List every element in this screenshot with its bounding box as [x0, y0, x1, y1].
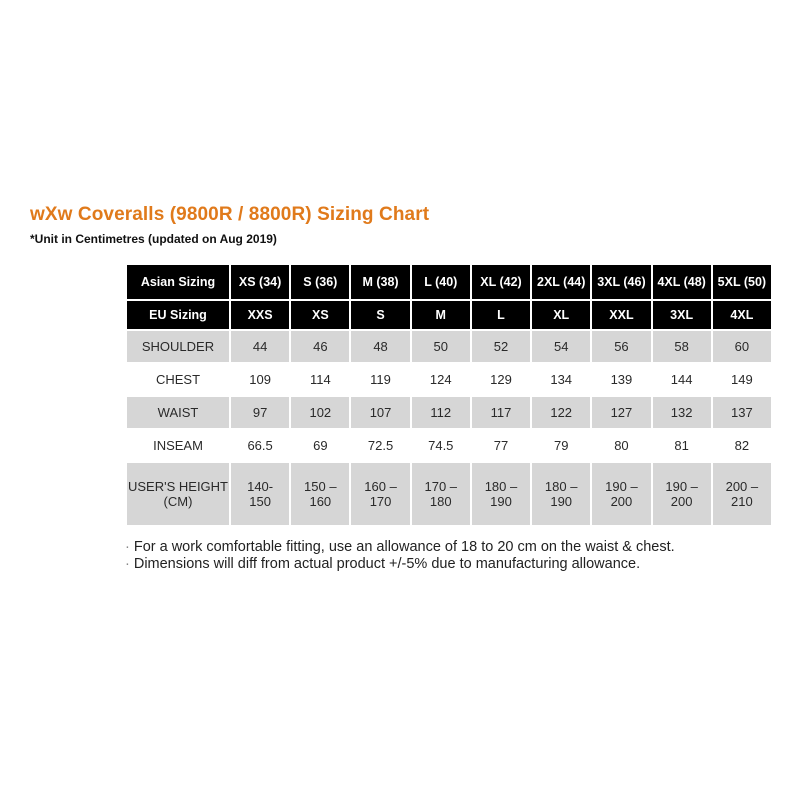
value-cell: 66.5 — [231, 430, 289, 461]
value-cell: 52 — [472, 331, 530, 362]
value-cell — [351, 463, 409, 525]
value-cell: 149 — [713, 364, 771, 395]
value-cell: 79 — [532, 430, 590, 461]
value-cell: 77 — [472, 430, 530, 461]
chest-row — [127, 364, 771, 395]
value-cell — [532, 463, 590, 525]
value-cell: 122 — [532, 397, 590, 428]
eu-size-cell: XXS — [231, 301, 289, 329]
height-range-top: 160 – — [364, 479, 397, 494]
asian-size-cell: 3XL (46) — [592, 265, 650, 299]
value-cell: 124 — [412, 364, 470, 395]
value-cell: 139 — [592, 364, 650, 395]
height-range-bottom: 170 — [369, 494, 392, 509]
note-text: Dimensions will diff from actual product +/-5% due to manufacturing allowance. — [133, 556, 641, 572]
height-range-top: 190 – — [605, 479, 638, 494]
height-range-top: 150 – — [304, 479, 337, 494]
asian-size-cell: M (38) — [351, 265, 409, 299]
value-cell: 81 — [653, 430, 711, 461]
height-range-bottom: 150 — [249, 494, 271, 509]
value-cell — [713, 463, 771, 525]
sizing-table — [125, 263, 773, 527]
asian-size-cell: XL (42) — [472, 265, 530, 299]
height-range-bottom: 190 — [490, 494, 512, 509]
value-cell: 50 — [412, 331, 470, 362]
value-cell — [412, 463, 470, 525]
value-cell — [291, 463, 349, 525]
height-label-line2: (CM) — [163, 494, 193, 509]
bullet-icon: · — [125, 556, 130, 572]
height-range-bottom: 180 — [429, 494, 452, 509]
asian-size-cell: 5XL (50) — [713, 265, 771, 299]
asian-size-cell: 4XL (48) — [653, 265, 711, 299]
value-cell: 54 — [532, 331, 590, 362]
value-cell: 60 — [713, 331, 771, 362]
value-cell: 112 — [412, 397, 470, 428]
asian-size-cell: S (36) — [291, 265, 349, 299]
height-range-bottom: 160 — [309, 494, 332, 509]
height-range-bottom: 190 — [550, 494, 573, 509]
value-cell: 137 — [713, 397, 771, 428]
value-cell: 127 — [592, 397, 650, 428]
note-item — [125, 556, 675, 573]
eu-size-cell: L — [472, 301, 530, 329]
notes — [125, 539, 675, 573]
eu-sizing-row — [127, 301, 771, 329]
value-cell: 119 — [351, 364, 409, 395]
eu-size-cell: M — [412, 301, 470, 329]
note-item — [125, 539, 675, 556]
value-cell: 134 — [532, 364, 590, 395]
height-range-top: 190 – — [665, 479, 698, 494]
eu-size-cell: XS — [291, 301, 349, 329]
height-range-bottom: 210 — [731, 494, 753, 509]
row-label: CHEST — [127, 364, 229, 395]
bullet-icon: · — [125, 539, 130, 555]
value-cell: 46 — [291, 331, 349, 362]
value-cell: 74.5 — [412, 430, 470, 461]
eu-size-cell: S — [351, 301, 409, 329]
value-cell: 132 — [653, 397, 711, 428]
value-cell: 80 — [592, 430, 650, 461]
height-range-top: 180 – — [544, 479, 578, 494]
value-cell: 102 — [291, 397, 349, 428]
value-cell: 82 — [713, 430, 771, 461]
eu-size-cell: 4XL — [713, 301, 771, 329]
row-label: INSEAM — [127, 430, 229, 461]
value-cell: 117 — [472, 397, 530, 428]
value-cell: 69 — [291, 430, 349, 461]
height-range-top: 200 – — [725, 479, 759, 494]
value-cell: 114 — [291, 364, 349, 395]
value-cell — [472, 463, 530, 525]
chart-subtitle: *Unit in Centimetres (updated on Aug 2019) — [30, 232, 277, 246]
value-cell — [592, 463, 650, 525]
note-text: For a work comfortable fitting, use an allowance of 18 to 20 cm on the waist & chest. — [133, 539, 675, 555]
value-cell: 129 — [472, 364, 530, 395]
height-row — [127, 463, 771, 525]
height-range-top: 180 – — [484, 479, 518, 494]
height-range-top: 140- — [247, 479, 274, 494]
value-cell: 107 — [351, 397, 409, 428]
shoulder-row — [127, 331, 771, 362]
asian-sizing-label: Asian Sizing — [127, 265, 229, 299]
eu-size-cell: 3XL — [653, 301, 711, 329]
asian-size-cell: 2XL (44) — [532, 265, 590, 299]
value-cell — [231, 463, 289, 525]
value-cell — [653, 463, 711, 525]
asian-size-cell: XS (34) — [231, 265, 289, 299]
chart-title: wXw Coveralls (9800R / 8800R) Sizing Chart — [30, 204, 430, 225]
eu-size-cell: XXL — [592, 301, 650, 329]
inseam-row — [127, 430, 771, 461]
value-cell: 44 — [231, 331, 289, 362]
waist-row — [127, 397, 771, 428]
height-range-top: 170 – — [424, 479, 458, 494]
eu-sizing-label: EU Sizing — [127, 301, 229, 329]
asian-sizing-row — [127, 265, 771, 299]
height-range-bottom: 200 — [610, 494, 633, 509]
eu-size-cell: XL — [532, 301, 590, 329]
row-label: SHOULDER — [127, 331, 229, 362]
row-label — [127, 463, 229, 525]
value-cell: 97 — [231, 397, 289, 428]
value-cell: 109 — [231, 364, 289, 395]
asian-size-cell: L (40) — [412, 265, 470, 299]
value-cell: 72.5 — [351, 430, 409, 461]
height-range-bottom: 200 — [670, 494, 693, 509]
value-cell: 48 — [351, 331, 409, 362]
value-cell: 56 — [592, 331, 650, 362]
value-cell: 144 — [653, 364, 711, 395]
value-cell: 58 — [653, 331, 711, 362]
row-label: WAIST — [127, 397, 229, 428]
height-label-line1: USER'S HEIGHT — [128, 479, 228, 494]
